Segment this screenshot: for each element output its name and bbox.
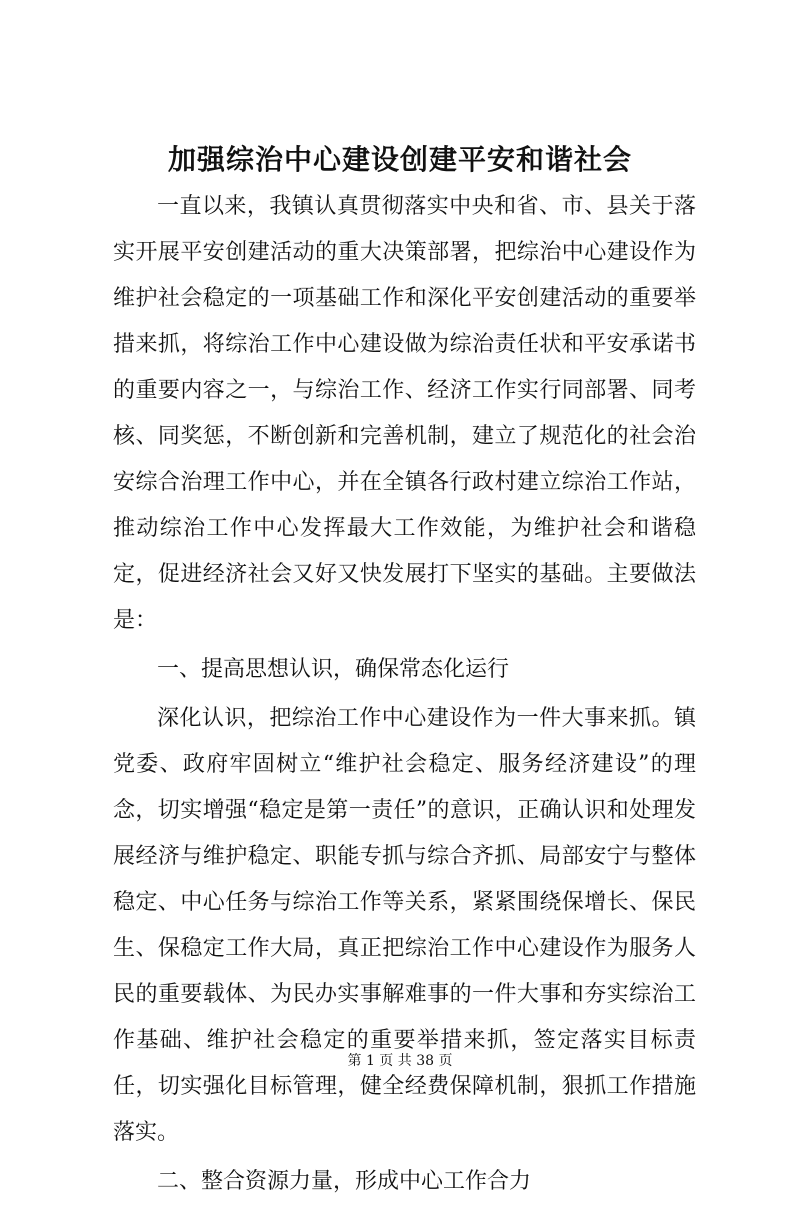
page-number-footer: 第 1 页 共 38 页	[347, 1053, 453, 1069]
section-heading-1: 一、提高思想认识，确保常态化运行	[157, 657, 510, 682]
intro-paragraph: 一直以来，我镇认真贯彻落实中央和省、市、县关于落实开展平安创建活动的重大决策部署，把综治中心建设作为维护社会稳定的一项基础工作和深化平安创建活动的重要举措来抓，将综治工作中心建设做为综治责任状和平安承诺书的重要内容之一，与综治工作、经济工作实行同部署、同考核、同奖惩，不断创新和完善机制，建立了规范化的社会治安综合治理工作中心，并在全镇各行政村建立综治工作站，推动综治工作中心发挥最大工作效能，为维护社会和谐稳定，促进经济社会又好又快发展打下坚实的基础。主要做法是：	[113, 194, 696, 633]
section-heading-2: 二、整合资源力量，形成中心工作合力	[157, 1169, 532, 1194]
document-title: 加强综治中心建设创建平安和谐社会	[167, 143, 632, 176]
section-1-paragraph: 深化认识，把综治工作中心建设作为一件大事来抓。镇党委、政府牢固树立“维护社会稳定、服务经济建设”的理念，切实增强“稳定是第一责任”的意识，正确认识和处理发展经济与维护稳定、职能专抓与综合齐抓、局部安宁与整体稳定、中心任务与综治工作等关系，紧紧围绕保增长、保民生、保稳定工作大局，真正把综治工作中心建设作为服务人民的重要载体、为民办实事解难事的一件大事和夯实综治工作基础、维护社会稳定的重要举措来抓，签定落实目标责任，切实强化目标管理，健全经费保障机制，狠抓工作措施落实。	[113, 706, 696, 1145]
